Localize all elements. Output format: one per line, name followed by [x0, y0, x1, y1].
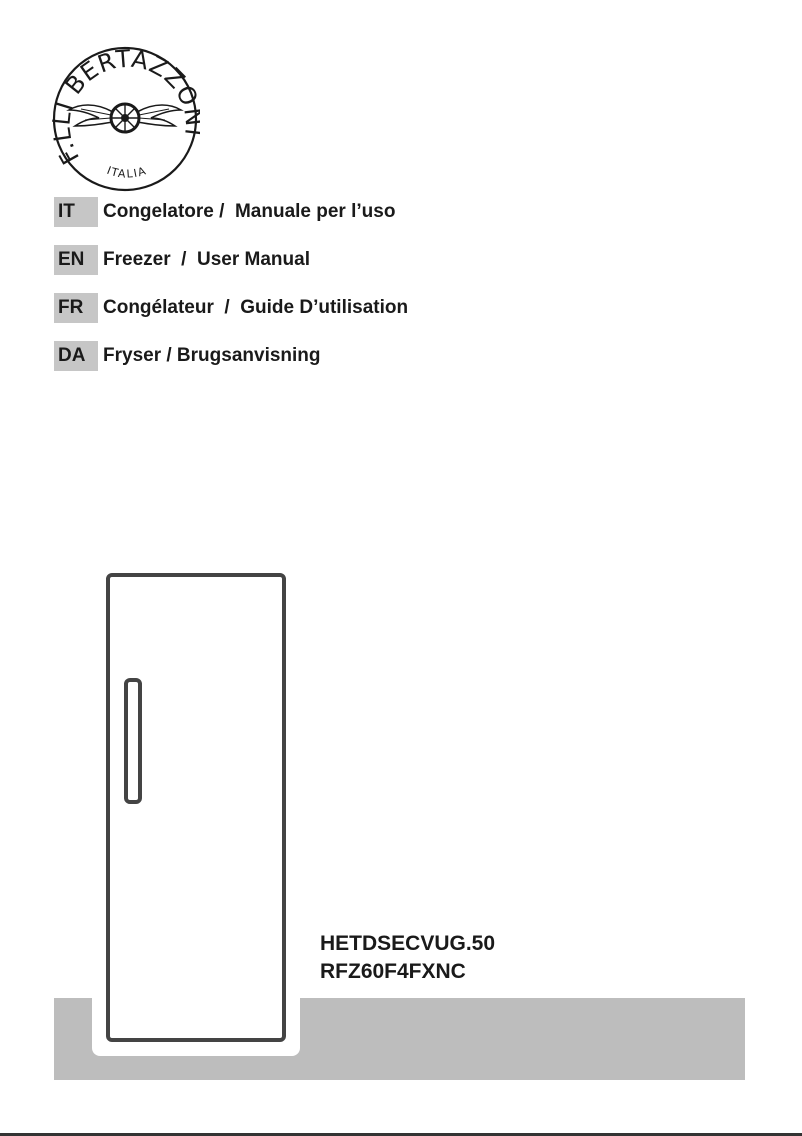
language-code: IT — [54, 197, 98, 227]
freezer-door — [108, 575, 284, 1040]
language-title: Freezer / User Manual — [103, 249, 310, 270]
language-row-da — [54, 341, 321, 371]
logo-country-text: ITALIA — [104, 163, 149, 181]
bertazzoni-emblem-icon — [50, 46, 200, 192]
language-row-fr — [54, 293, 408, 323]
logo-arc-text: F.LLI BERTAZZ — [50, 46, 191, 169]
model-number-secondary: RFZ60F4FXNC — [320, 960, 466, 983]
language-row-en — [54, 245, 310, 275]
language-code: FR — [54, 293, 98, 323]
model-number-primary: HETDSECVUG.50 — [320, 932, 496, 955]
language-row-it — [54, 197, 395, 227]
freezer-illustration — [90, 566, 304, 1060]
language-code: EN — [54, 245, 98, 275]
language-title: Congelatore / Manuale per l’uso — [103, 201, 396, 222]
language-code: DA — [54, 341, 98, 371]
svg-text:ITALIA — [105, 164, 149, 181]
brand-logo — [50, 46, 200, 192]
freezer-handle — [126, 680, 140, 802]
language-title: Congélateur / Guide D’utilisation — [103, 297, 409, 318]
winged-wheel-icon — [69, 104, 181, 132]
language-title: Fryser / Brugsanvisning — [103, 345, 321, 366]
